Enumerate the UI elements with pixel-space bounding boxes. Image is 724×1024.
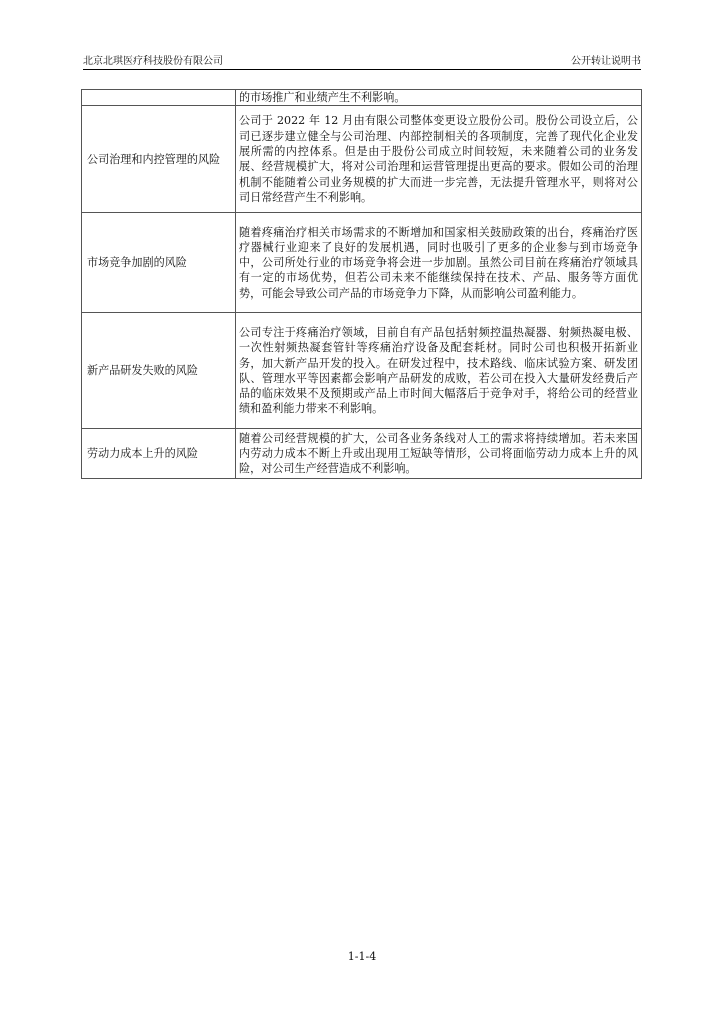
- risk-table: [81, 89, 642, 479]
- risk-name-cell: 劳动力成本上升的风险: [82, 429, 236, 479]
- risk-name-cell: 新产品研发失败的风险: [82, 313, 236, 429]
- risk-description-cell: 随着疼痛治疗相关市场需求的不断增加和国家相关鼓励政策的出台，疼痛治疗医疗器械行业迎来了良好的发展机遇，同时也吸引了更多的企业参与到市场竞争中，公司所处行业的市场竞争将会进一步加剧。虽然公司目前在疼痛治疗领域具有一定的市场优势，但若公司未来不能继续保持在技术、产品、服务等方面优势，可能会导致公司产品的市场竞争力下降，从而影响公司盈利能力。: [236, 213, 642, 313]
- risk-description-cell: 公司专注于疼痛治疗领域，目前自有产品包括射频控温热凝器、射频热凝电极、一次性射频热凝套管针等疼痛治疗设备及配套耗材。同时公司也积极开拓新业务，加大新产品开发的投入。在研发过程中，技术路线、临床试验方案、研发团队、管理水平等因素都会影响产品研发的成败，若公司在投入大量研发经费后产品的临床效果不及预期或产品上市时间大幅落后于竞争对手，将给公司的经营业绩和盈利能力带来不利影响。: [236, 313, 642, 429]
- risk-description-cell: 随着公司经营规模的扩大，公司各业务条线对人工的需求将持续增加。若未来国内劳动力成本不断上升或出现用工短缺等情形，公司将面临劳动力成本上升的风险，对公司生产经营造成不利影响。: [236, 429, 642, 479]
- table-row: [82, 313, 642, 429]
- page-number: 1-1-4: [347, 950, 377, 963]
- table-row: [82, 429, 642, 479]
- document-title: 公开转让说明书: [571, 56, 641, 67]
- company-name: 北京北琪医疗科技股份有限公司: [83, 56, 223, 67]
- table-row: [82, 213, 642, 313]
- risk-name-cell: 公司治理和内控管理的风险: [82, 106, 236, 213]
- table-row: [82, 106, 642, 213]
- risk-description-cell: 公司于 2022 年 12 月由有限公司整体变更设立股份公司。股份公司设立后，公司已逐步建立健全与公司治理、内部控制相关的各项制度，完善了现代化企业发展所需的内控体系。但是由于股份公司成立时间较短，未来随着公司的业务发展、经营规模扩大，将对公司治理和运营管理提出更高的要求。假如公司的治理机制不能随着公司业务规模的扩大而进一步完善，无法提升管理水平，则将对公司日常经营产生不利影响。: [236, 106, 642, 213]
- risk-description-cell: 的市场推广和业绩产生不利影响。: [236, 90, 642, 106]
- header-divider: [83, 69, 641, 70]
- page-header: [83, 56, 641, 68]
- table-row: [82, 90, 642, 106]
- risk-name-cell: [82, 90, 236, 106]
- risk-name-cell: 市场竞争加剧的风险: [82, 213, 236, 313]
